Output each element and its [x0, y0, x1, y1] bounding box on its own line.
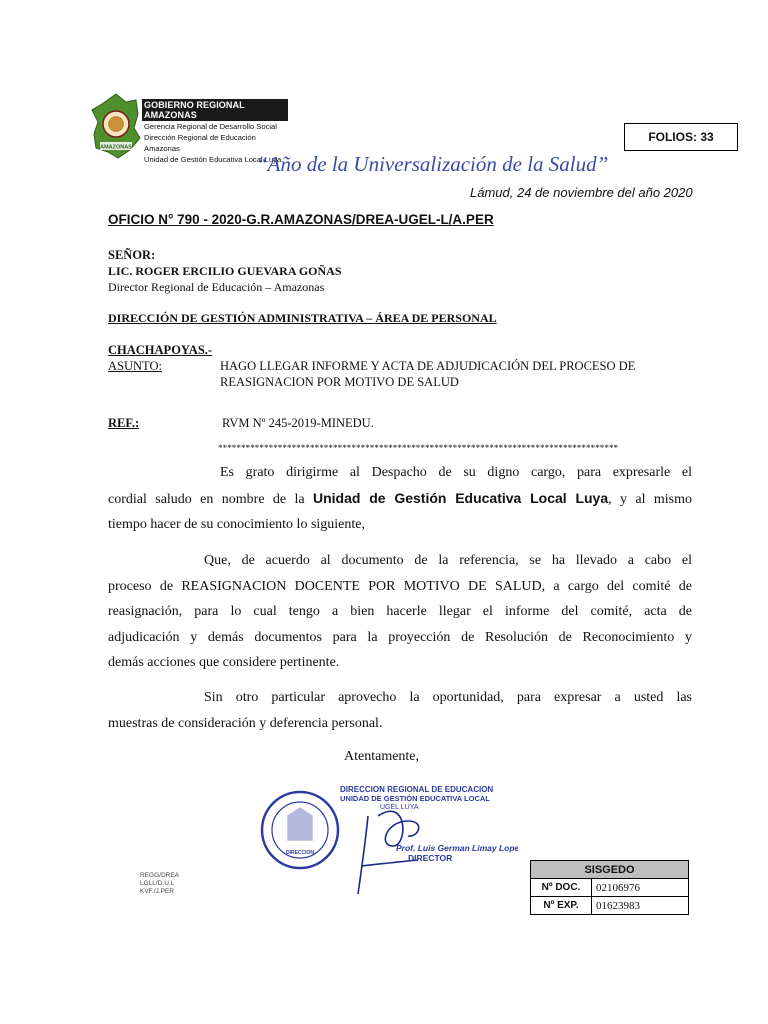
exp-number-label: Nº EXP. — [531, 897, 592, 915]
stamp-institution-2: UNIDAD DE GESTIÓN EDUCATIVA LOCAL — [340, 794, 490, 803]
closing: Atentamente, — [344, 749, 420, 764]
date-line: Lámud, 24 de noviembre del año 2020 — [470, 185, 693, 200]
year-motto: “Año de la Universalización de la Salud” — [256, 152, 609, 176]
doc-number-value: 02106976 — [592, 879, 689, 897]
regional-government-logo — [90, 92, 142, 160]
asunto-line-2: REASIGNACION POR MOTIVO DE SALUD — [220, 375, 459, 389]
doc-number-label: Nº DOC. — [531, 879, 592, 897]
oficio-number: OFICIO N° 790 - 2020-G.R.AMAZONAS/DREA-UGEL-L/A.PER — [108, 212, 494, 227]
org-line-2: Dirección Regional de Educación Amazonas — [144, 133, 256, 153]
paragraph-2-line-5: demás acciones que considere pertinente. — [108, 655, 340, 670]
paragraph-3 — [108, 685, 692, 736]
recipient-position: Director Regional de Educación – Amazonas — [108, 280, 325, 294]
ref-label: REF.: — [108, 416, 140, 430]
org-line-3: Unidad de Gestión Educativa Local Luya — [144, 155, 282, 164]
table-row — [531, 897, 689, 915]
stamp-institution-3: UGEL LUYA — [380, 804, 419, 811]
official-stamp-signature — [258, 776, 518, 900]
reference-initial-3: KVF./J.PER — [140, 888, 174, 895]
paragraph-2-line-4: adjudicación y demás documentos para la proyección de Resolución de Reconocimiento y — [108, 629, 692, 645]
paragraph-1 — [108, 460, 692, 538]
exp-number-value: 01623983 — [592, 897, 689, 915]
round-seal — [262, 792, 338, 868]
stamp-signer-name: Prof. Luis German Limay Lopez — [396, 843, 518, 853]
separator-line: *************************************************************************************** — [218, 443, 619, 453]
asunto-label: ASUNTO: — [108, 359, 162, 373]
recipient-name: LIC. ROGER ERCILIO GUEVARA GOÑAS — [108, 264, 342, 278]
paragraph-2 — [108, 548, 692, 676]
stamp-signer-title: DIRECTOR — [408, 853, 453, 863]
paragraph-1-line-1: Es grato dirigirme al Despacho de su digno cargo, para expresarle el — [220, 465, 692, 480]
sisgedo-title: SISGEDO — [531, 861, 689, 879]
paragraph-3-line-1: Sin otro particular aprovecho la oportunidad, para expresar a usted las — [204, 690, 692, 705]
org-line-1: Gerencia Regional de Desarrollo Social — [144, 122, 277, 131]
folios-box — [624, 123, 738, 151]
table-row — [531, 879, 689, 897]
paragraph-2-line-1: Que, de acuerdo al documento de la referencia, se ha llevado a cabo el — [204, 553, 692, 568]
reference-initial-1: REGG/DREA — [140, 872, 180, 879]
folios-value: 33 — [700, 130, 714, 144]
reference-initials — [140, 872, 179, 896]
folios-label: FOLIOS: — [648, 130, 697, 144]
ugel-luya-name: Unidad de Gestión Educativa Local Luya — [313, 489, 609, 506]
salutation: SEÑOR: — [108, 248, 156, 262]
reference-initial-2: LGLL/D.U.L — [140, 880, 175, 887]
sisgedo-table — [530, 860, 689, 915]
paragraph-1-line-3: tiempo hacer de su conocimiento lo siguiente, — [108, 517, 365, 532]
logo-text: AMAZONAS — [100, 144, 132, 151]
paragraph-3-line-2: muestras de consideración y deferencia personal. — [108, 715, 383, 731]
org-main-name: GOBIERNO REGIONAL AMAZONAS — [142, 99, 288, 121]
ref-value: RVM Nº 245-2019-MINEDU. — [222, 416, 374, 430]
stamp-institution-1: DIRECCION REGIONAL DE EDUCACION — [340, 785, 494, 794]
paragraph-1-line-2: cordial saludo en nombre de la Unidad de Gestión Educativa Local Luya, y al mismo — [108, 489, 692, 507]
recipient-city: CHACHAPOYAS.- — [108, 343, 213, 357]
paragraph-2-line-3: reasignación, para lo cual tengo a bien hacerle llegar el informe del comité, acta de — [108, 604, 692, 619]
paragraph-2-line-2: proceso de REASIGNACION DOCENTE POR MOTIVO DE SALUD, a cargo del comité de — [108, 578, 692, 594]
asunto-line-1: HAGO LLEGAR INFORME Y ACTA DE ADJUDICACIÓN DEL PROCESO DE — [220, 359, 636, 373]
recipient-area: DIRECCIÓN DE GESTIÓN ADMINISTRATIVA – ÁREA DE PERSONAL — [108, 311, 497, 325]
seal-text: DIRECCION — [285, 850, 315, 856]
